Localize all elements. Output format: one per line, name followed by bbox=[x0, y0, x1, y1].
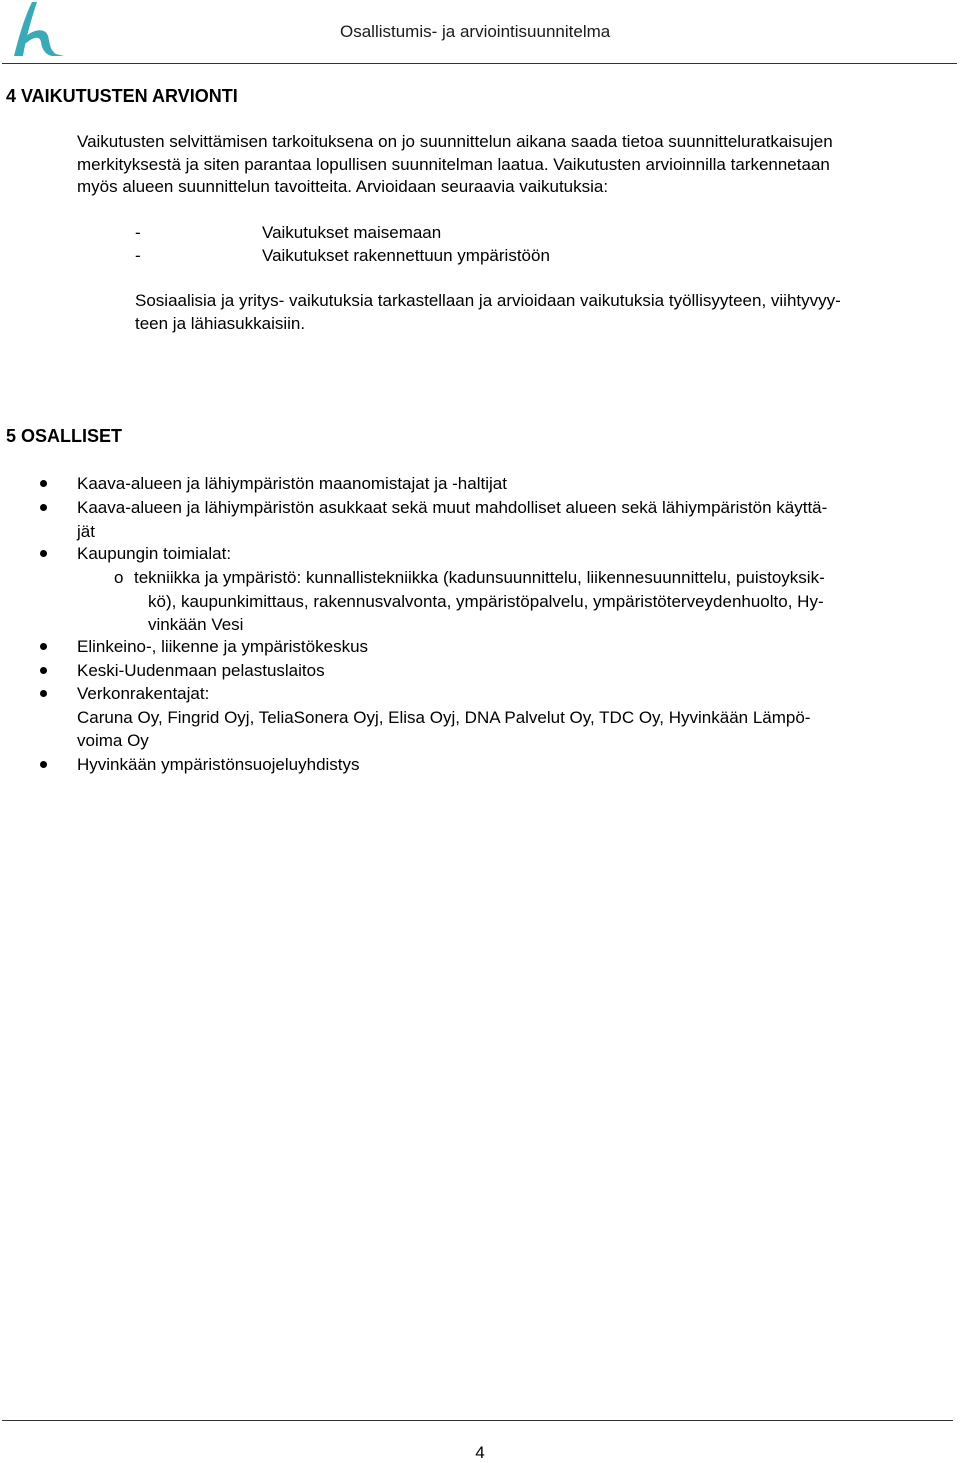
stakeholder-item bbox=[77, 635, 949, 659]
intro-line: Vaikutusten selvittämisen tarkoituksena on jo suunnittelun aikana saada tietoa suunnitteluratkaisujen bbox=[77, 132, 833, 151]
stakeholder-item bbox=[77, 753, 949, 777]
item-line: Kaava-alueen ja lähiympäristön maanomistajat ja -haltijat bbox=[77, 474, 507, 493]
page-number: 4 bbox=[475, 1443, 485, 1462]
item-line: Keski-Uudenmaan pelastuslaitos bbox=[77, 661, 325, 680]
page-header bbox=[0, 0, 960, 66]
social-line: Sosiaalisia ja yritys- vaikutuksia tarkastellaan ja arvioidaan vaikutuksia työllisyyteen, viihtyvyy- bbox=[135, 291, 841, 310]
bullet-icon bbox=[40, 504, 47, 511]
item-line: Kaupungin toimialat: bbox=[77, 544, 232, 563]
intro-line: myös alueen suunnittelun tavoitteita. Arvioidaan seuraavia vaikutuksia: bbox=[77, 177, 609, 196]
social-impacts-paragraph bbox=[135, 290, 841, 335]
dash-marker: - bbox=[135, 246, 141, 265]
stakeholder-subitem bbox=[134, 566, 954, 637]
stakeholder-item bbox=[77, 472, 949, 496]
bullet-icon bbox=[40, 761, 47, 768]
subitem-line: kö), kaupunkimittaus, rakennusvalvonta, ympäristöpalvelu, ympäristöterveydenhuolto, Hy- bbox=[148, 591, 824, 611]
stakeholder-item bbox=[77, 682, 949, 753]
stakeholder-item bbox=[77, 659, 949, 683]
bullet-icon bbox=[40, 643, 47, 650]
impact-item-text: Vaikutukset maisemaan bbox=[262, 223, 442, 242]
footer-divider bbox=[2, 1420, 953, 1421]
stakeholder-item bbox=[77, 496, 949, 543]
subitem-line: vinkään Vesi bbox=[148, 615, 244, 634]
item-line: Caruna Oy, Fingrid Oyj, TeliaSonera Oyj, Elisa Oyj, DNA Palvelut Oy, TDC Oy, Hyvinkään Lämpö- bbox=[77, 707, 811, 727]
document-title: Osallistumis- ja arviointisuunnitelma bbox=[340, 22, 611, 41]
bullet-icon bbox=[40, 480, 47, 487]
subitem-line: tekniikka ja ympäristö: kunnallistekniikka (kadunsuunnittelu, liikennesuunnittelu, puistoyksik- bbox=[134, 568, 825, 587]
item-line: jät bbox=[77, 521, 95, 541]
item-line: Verkonrakentajat: bbox=[77, 684, 210, 703]
section-4-heading: 4 VAIKUTUSTEN ARVIONTI bbox=[6, 86, 238, 106]
intro-line: merkityksestä ja siten parantaa lopullisen suunnitelman laatua. Vaikutusten arvioinnilla tarkennetaan bbox=[77, 154, 830, 174]
item-line: Hyvinkään ympäristönsuojeluyhdistys bbox=[77, 755, 360, 774]
stakeholder-item bbox=[77, 542, 949, 566]
bullet-icon bbox=[40, 550, 47, 557]
bullet-icon bbox=[40, 667, 47, 674]
bullet-icon bbox=[40, 690, 47, 697]
h-logo-icon bbox=[4, 0, 64, 58]
item-line: voima Oy bbox=[77, 731, 149, 750]
circle-bullet-icon: o bbox=[114, 568, 124, 587]
header-divider bbox=[2, 63, 957, 64]
section-5-heading: 5 OSALLISET bbox=[6, 426, 123, 446]
item-line: Elinkeino-, liikenne ja ympäristökeskus bbox=[77, 637, 369, 656]
social-line: teen ja lähiasukkaisiin. bbox=[135, 313, 306, 333]
impact-item-text: Vaikutukset rakennettuun ympäristöön bbox=[262, 246, 550, 265]
dash-marker: - bbox=[135, 223, 141, 242]
section-4-intro-paragraph bbox=[77, 131, 833, 199]
item-line: Kaava-alueen ja lähiympäristön asukkaat sekä muut mahdolliset alueen sekä lähiympäristön käyttä- bbox=[77, 498, 828, 517]
